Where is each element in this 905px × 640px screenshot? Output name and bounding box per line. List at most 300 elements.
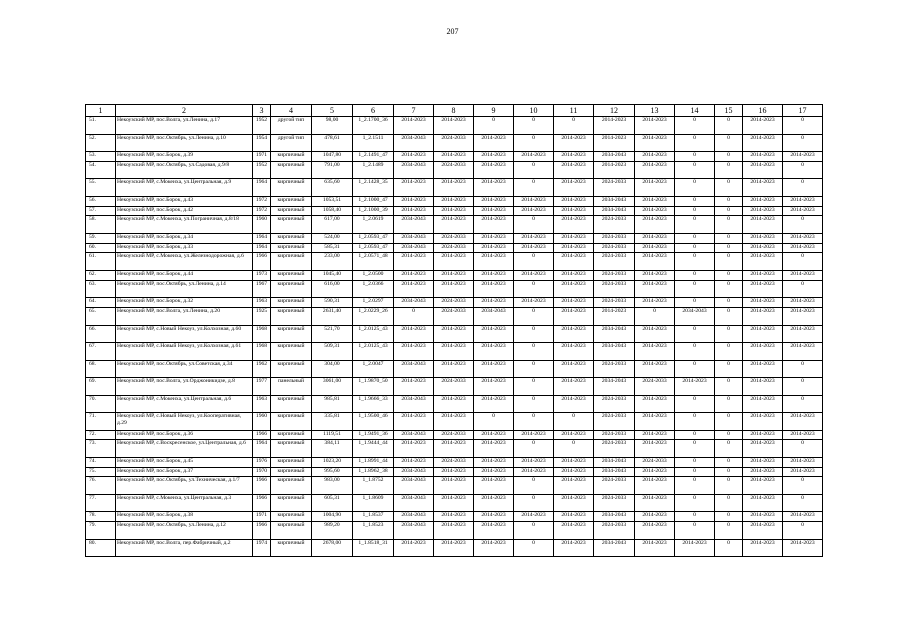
- table-cell: 0: [675, 216, 715, 234]
- table-cell: 0: [715, 494, 743, 512]
- column-header: 14: [675, 105, 715, 117]
- table-cell: 2014-2023: [783, 512, 823, 522]
- address-cell: Некоузский МР, с.Новый Некоуз, ул.Кооперативная, д.29: [116, 413, 253, 431]
- table-cell: 0: [514, 413, 554, 431]
- table-cell: 2014-2023: [434, 216, 474, 234]
- table-cell: 1047,80: [312, 152, 353, 162]
- row-number-cell: 59.: [86, 233, 116, 243]
- table-row: [86, 539, 823, 557]
- table-cell: 2014-2023: [554, 325, 594, 343]
- table-cell: 0: [474, 413, 514, 431]
- table-cell: 2014-2023: [474, 161, 514, 179]
- table-cell: 2014-2023: [554, 378, 594, 396]
- table-cell: 0: [675, 395, 715, 413]
- table-cell: 2014-2023: [635, 512, 675, 522]
- table-cell: 1977: [253, 378, 271, 396]
- table-cell: 2014-2023: [514, 152, 554, 162]
- table-cell: 1966: [253, 477, 271, 495]
- column-header: 12: [594, 105, 635, 117]
- table-cell: 0: [715, 512, 743, 522]
- table-cell: 2014-2023: [783, 467, 823, 477]
- row-number-cell: 65.: [86, 308, 116, 326]
- table-cell: 2014-2023: [635, 280, 675, 298]
- table-cell: кирпичный: [271, 325, 312, 343]
- table-cell: 0: [675, 325, 715, 343]
- column-header: 9: [474, 105, 514, 117]
- table-cell: 2014-2023: [394, 413, 434, 431]
- table-cell: 2024-2033: [434, 233, 474, 243]
- table-cell: 2014-2023: [743, 440, 783, 458]
- table-cell: 2034-2043: [394, 430, 434, 440]
- table-cell: кирпичный: [271, 457, 312, 467]
- table-cell: 2014-2023: [434, 395, 474, 413]
- table-cell: кирпичный: [271, 206, 312, 216]
- table-cell: 0: [715, 539, 743, 557]
- table-cell: 2014-2023: [743, 206, 783, 216]
- table-cell: 0: [783, 395, 823, 413]
- table-cell: 1960: [253, 413, 271, 431]
- column-header: 15: [715, 105, 743, 117]
- table-cell: 791,00: [312, 161, 353, 179]
- table-cell: 2014-2023: [434, 440, 474, 458]
- table-cell: 2014-2023: [394, 206, 434, 216]
- table-cell: 1_2.1511: [353, 134, 394, 152]
- row-number-cell: 64.: [86, 298, 116, 308]
- table-row: [86, 134, 823, 152]
- table-cell: 2014-2023: [394, 270, 434, 280]
- table-cell: 2014-2023: [474, 206, 514, 216]
- table-cell: 2034-2043: [394, 522, 434, 540]
- table-cell: 0: [474, 117, 514, 135]
- table-cell: 0: [675, 413, 715, 431]
- column-header: 16: [743, 105, 783, 117]
- table-cell: 0: [715, 308, 743, 326]
- table-cell: 2014-2023: [635, 152, 675, 162]
- table-cell: 2014-2023: [474, 467, 514, 477]
- table-cell: 2024-2033: [434, 298, 474, 308]
- table-cell: 2014-2023: [474, 280, 514, 298]
- table-cell: 2014-2023: [514, 196, 554, 206]
- table-cell: 2024-2033: [594, 298, 635, 308]
- table-cell: 0: [514, 161, 554, 179]
- table-cell: 0: [715, 467, 743, 477]
- table-cell: 0: [783, 378, 823, 396]
- table-cell: 2014-2023: [474, 360, 514, 378]
- table-cell: 0: [514, 360, 554, 378]
- table-cell: 2014-2023: [635, 467, 675, 477]
- table-cell: 2014-2023: [783, 457, 823, 467]
- table-cell: 2014-2023: [675, 378, 715, 396]
- table-cell: 0: [783, 253, 823, 271]
- table-cell: 2014-2023: [635, 539, 675, 557]
- table-cell: 0: [514, 539, 554, 557]
- table-cell: кирпичный: [271, 280, 312, 298]
- table-cell: 1973: [253, 270, 271, 280]
- table-cell: 1_2.0593_47: [353, 233, 394, 243]
- table-cell: 2034-2043: [675, 308, 715, 326]
- table-cell: 2014-2023: [635, 298, 675, 308]
- table-cell: 1_2.1491_47: [353, 152, 394, 162]
- table-cell: 0: [783, 360, 823, 378]
- address-cell: Некоузский МР, пос.Октябрь, ул.Садовая, д.9/8: [116, 161, 253, 179]
- table-cell: 2014-2023: [594, 134, 635, 152]
- table-cell: 2034-2043: [394, 298, 434, 308]
- table-cell: 2024-2033: [594, 216, 635, 234]
- table-cell: 1_2.0366: [353, 280, 394, 298]
- table-cell: 2024-2033: [594, 440, 635, 458]
- table-cell: 2014-2023: [743, 343, 783, 361]
- table-cell: 0: [675, 270, 715, 280]
- table-cell: 1952: [253, 161, 271, 179]
- table-cell: 2014-2023: [554, 196, 594, 206]
- table-cell: 2014-2023: [635, 134, 675, 152]
- table-cell: 2014-2023: [474, 243, 514, 253]
- table-cell: 1963: [253, 395, 271, 413]
- table-cell: 2014-2023: [594, 308, 635, 326]
- address-cell: Некоузский МР, пос.Борок, д.33: [116, 243, 253, 253]
- table-row: [86, 161, 823, 179]
- table-cell: 2014-2023: [474, 196, 514, 206]
- table-cell: 2014-2023: [635, 233, 675, 243]
- table-cell: 1_2.0619: [353, 216, 394, 234]
- table-cell: 2014-2023: [783, 308, 823, 326]
- table-cell: кирпичный: [271, 522, 312, 540]
- table-cell: 2014-2023: [554, 308, 594, 326]
- table-cell: 2014-2023: [783, 298, 823, 308]
- table-cell: 590,31: [312, 298, 353, 308]
- row-number-cell: 78.: [86, 512, 116, 522]
- table-cell: 0: [675, 494, 715, 512]
- row-number-cell: 70.: [86, 395, 116, 413]
- table-cell: 2014-2023: [635, 494, 675, 512]
- table-cell: 2014-2023: [635, 253, 675, 271]
- table-cell: 1972: [253, 206, 271, 216]
- table-cell: 2034-2043: [594, 325, 635, 343]
- table-row: [86, 457, 823, 467]
- table-cell: 2014-2023: [675, 539, 715, 557]
- table-cell: 0: [783, 440, 823, 458]
- table-cell: 2014-2023: [394, 539, 434, 557]
- table-cell: 1968: [253, 325, 271, 343]
- table-row: [86, 243, 823, 253]
- table-cell: 2014-2023: [743, 270, 783, 280]
- column-header: 2: [116, 105, 253, 117]
- table-cell: 2014-2023: [635, 343, 675, 361]
- table-cell: 2024-2033: [635, 457, 675, 467]
- table-cell: 0: [514, 378, 554, 396]
- table-cell: 2014-2023: [743, 134, 783, 152]
- page-number: 207: [446, 27, 459, 36]
- address-cell: Некоузский МР, пос.Борок, д.43: [116, 196, 253, 206]
- table-cell: кирпичный: [271, 539, 312, 557]
- table-cell: кирпичный: [271, 512, 312, 522]
- table-cell: 2014-2023: [635, 161, 675, 179]
- table-cell: 2014-2023: [514, 467, 554, 477]
- table-cell: 1964: [253, 179, 271, 197]
- table-cell: 2024-2033: [434, 161, 474, 179]
- table-cell: 1964: [253, 440, 271, 458]
- table-cell: 0: [715, 233, 743, 243]
- address-cell: Некоузский МР, с.Мокеиха, ул.Центральная, д.9: [116, 179, 253, 197]
- table-cell: 2014-2023: [554, 216, 594, 234]
- table-cell: 1_2.1000_39: [353, 206, 394, 216]
- table-cell: 2014-2023: [783, 325, 823, 343]
- column-header: 4: [271, 105, 312, 117]
- table-cell: 2014-2023: [434, 196, 474, 206]
- table-cell: 2034-2043: [594, 512, 635, 522]
- column-header: 7: [394, 105, 434, 117]
- table-cell: 1966: [253, 253, 271, 271]
- table-cell: 2014-2023: [635, 179, 675, 197]
- table-cell: 2014-2023: [434, 512, 474, 522]
- table-row: [86, 413, 823, 431]
- table-cell: 0: [715, 134, 743, 152]
- table-cell: 2014-2023: [474, 325, 514, 343]
- table-row: [86, 117, 823, 135]
- row-number-cell: 58.: [86, 216, 116, 234]
- table-cell: 2014-2023: [783, 430, 823, 440]
- table-cell: 2014-2023: [474, 233, 514, 243]
- column-header: 11: [554, 105, 594, 117]
- table-cell: 2014-2023: [474, 457, 514, 467]
- table-cell: 478,61: [312, 134, 353, 152]
- table-cell: 1954: [253, 134, 271, 152]
- table-cell: 2014-2023: [783, 233, 823, 243]
- table-cell: 995,60: [312, 467, 353, 477]
- table-cell: 2014-2023: [743, 413, 783, 431]
- table-row: [86, 494, 823, 512]
- address-cell: Некоузский МР, пос.Октябрь, ул.Советская, д.34: [116, 360, 253, 378]
- table-cell: 1962: [253, 360, 271, 378]
- table-cell: 1_2.0229_26: [353, 308, 394, 326]
- table-cell: 2014-2023: [474, 134, 514, 152]
- table-cell: 2014-2023: [394, 196, 434, 206]
- table-cell: 2014-2023: [554, 233, 594, 243]
- table-cell: 0: [514, 477, 554, 495]
- table-cell: 2024-2033: [434, 308, 474, 326]
- row-number-cell: 71.: [86, 413, 116, 431]
- table-cell: 2034-2043: [394, 161, 434, 179]
- table-cell: 2014-2023: [434, 360, 474, 378]
- table-cell: 2014-2023: [554, 243, 594, 253]
- table-cell: 2034-2043: [394, 216, 434, 234]
- table-cell: 2014-2023: [743, 179, 783, 197]
- table-cell: 0: [783, 161, 823, 179]
- table-cell: 1058,40: [312, 206, 353, 216]
- table-cell: 0: [715, 378, 743, 396]
- table-cell: 2024-2033: [594, 477, 635, 495]
- table-cell: 2014-2023: [474, 522, 514, 540]
- table-cell: 2024-2033: [594, 179, 635, 197]
- table-cell: 2014-2023: [594, 161, 635, 179]
- table-cell: 2014-2023: [514, 457, 554, 467]
- table-cell: 2024-2033: [635, 378, 675, 396]
- table-cell: 2014-2023: [554, 360, 594, 378]
- table-cell: 0: [715, 196, 743, 206]
- table-cell: 0: [514, 440, 554, 458]
- table-cell: кирпичный: [271, 270, 312, 280]
- row-number-cell: 80.: [86, 539, 116, 557]
- table-cell: 2034-2043: [594, 343, 635, 361]
- table-cell: 2014-2023: [743, 457, 783, 467]
- table-cell: 2014-2023: [783, 343, 823, 361]
- table-cell: 2014-2023: [743, 467, 783, 477]
- table-cell: 1_2.0047: [353, 360, 394, 378]
- table-cell: 985,81: [312, 395, 353, 413]
- table-cell: 1966: [253, 522, 271, 540]
- table-cell: 2678,00: [312, 539, 353, 557]
- table-cell: 0: [514, 522, 554, 540]
- table-cell: 2014-2023: [743, 522, 783, 540]
- table-cell: 1_1.8523: [353, 522, 394, 540]
- row-number-cell: 79.: [86, 522, 116, 540]
- table-cell: 2014-2023: [514, 243, 554, 253]
- table-cell: 2034-2043: [394, 360, 434, 378]
- table-cell: 2034-2043: [394, 467, 434, 477]
- table-cell: 2014-2023: [783, 196, 823, 206]
- table-cell: 0: [675, 280, 715, 298]
- table-cell: 2014-2023: [514, 206, 554, 216]
- table-cell: 0: [715, 430, 743, 440]
- table-cell: 1_2.0125_43: [353, 325, 394, 343]
- table-cell: 2014-2023: [743, 512, 783, 522]
- table-cell: 2034-2043: [474, 308, 514, 326]
- table-cell: 524,00: [312, 233, 353, 243]
- row-number-cell: 68.: [86, 360, 116, 378]
- table-cell: 2034-2043: [594, 196, 635, 206]
- table-cell: 2014-2023: [743, 325, 783, 343]
- table-cell: 2014-2023: [635, 196, 675, 206]
- table-cell: 0: [675, 298, 715, 308]
- table-cell: 0: [783, 280, 823, 298]
- table-cell: 2014-2023: [434, 539, 474, 557]
- table-cell: 2024-2033: [594, 494, 635, 512]
- row-number-cell: 63.: [86, 280, 116, 298]
- table-cell: 1963: [253, 298, 271, 308]
- table-cell: кирпичный: [271, 298, 312, 308]
- table-body: [86, 117, 823, 557]
- table-row: [86, 440, 823, 458]
- table-cell: 2014-2023: [474, 477, 514, 495]
- table-cell: 0: [715, 298, 743, 308]
- table-cell: кирпичный: [271, 494, 312, 512]
- table-cell: 0: [715, 270, 743, 280]
- table-cell: кирпичный: [271, 477, 312, 495]
- table-cell: 2024-2033: [594, 360, 635, 378]
- table-cell: 2014-2023: [743, 494, 783, 512]
- address-cell: Некоузский МР, с.Мокеиха, ул.Железнодорожная, д.6: [116, 253, 253, 271]
- table-cell: 2014-2023: [635, 325, 675, 343]
- table-cell: 0: [514, 253, 554, 271]
- table-cell: 0: [675, 467, 715, 477]
- table-cell: кирпичный: [271, 152, 312, 162]
- table-cell: 2014-2023: [554, 539, 594, 557]
- table-cell: 1_2.0593_47: [353, 243, 394, 253]
- table-cell: 2014-2023: [474, 494, 514, 512]
- table-cell: 1_1.8752: [353, 477, 394, 495]
- table-cell: 2014-2023: [783, 152, 823, 162]
- table-cell: 2034-2043: [394, 395, 434, 413]
- table-cell: 2014-2023: [554, 512, 594, 522]
- table-cell: 2014-2023: [434, 467, 474, 477]
- table-cell: 0: [715, 325, 743, 343]
- table-cell: 2014-2023: [743, 280, 783, 298]
- table-cell: 605,31: [312, 494, 353, 512]
- table-cell: 2024-2033: [434, 457, 474, 467]
- table-cell: 2034-2043: [594, 467, 635, 477]
- table-cell: 384,11: [312, 440, 353, 458]
- column-header: 5: [312, 105, 353, 117]
- table-row: [86, 196, 823, 206]
- table-cell: 2014-2023: [783, 413, 823, 431]
- table-cell: 1952: [253, 117, 271, 135]
- table-cell: 2034-2043: [594, 378, 635, 396]
- table-cell: 2014-2023: [554, 179, 594, 197]
- table-cell: 2014-2023: [474, 270, 514, 280]
- row-number-cell: 72.: [86, 430, 116, 440]
- table-cell: 1964: [253, 243, 271, 253]
- table-cell: 2014-2023: [554, 494, 594, 512]
- table-cell: 0: [514, 280, 554, 298]
- table-cell: 2014-2023: [434, 206, 474, 216]
- table-cell: кирпичный: [271, 467, 312, 477]
- table-cell: 2014-2023: [635, 117, 675, 135]
- table-cell: 2014-2023: [554, 206, 594, 216]
- address-cell: Некоузский МР, пос.Волга, ул.Ленина, д.17: [116, 117, 253, 135]
- table-cell: 2024-2033: [434, 430, 474, 440]
- table-cell: 2034-2043: [594, 206, 635, 216]
- table-row: [86, 512, 823, 522]
- table-cell: 1_2.0125_43: [353, 343, 394, 361]
- table-cell: 2014-2023: [474, 378, 514, 396]
- row-number-cell: 67.: [86, 343, 116, 361]
- table-cell: 0: [715, 253, 743, 271]
- table-cell: 2014-2023: [743, 308, 783, 326]
- row-number-cell: 66.: [86, 325, 116, 343]
- address-cell: Некоузский МР, с.Новый Некоуз, ул.Колхозная, д.60: [116, 325, 253, 343]
- address-cell: Некоузский МР, пос.Борок, д.34: [116, 233, 253, 243]
- table-row: [86, 522, 823, 540]
- table-cell: 2014-2023: [635, 216, 675, 234]
- address-cell: Некоузский МР, пос.Борок, д.36: [116, 430, 253, 440]
- address-cell: Некоузский МР, пос.Волга, ул.Ленина, д.20: [116, 308, 253, 326]
- table-cell: 2014-2023: [474, 440, 514, 458]
- housing-register-table: [85, 104, 823, 557]
- table-cell: 1023,20: [312, 457, 353, 467]
- table-cell: 0: [715, 440, 743, 458]
- table-cell: 1119,51: [312, 430, 353, 440]
- row-number-cell: 54.: [86, 161, 116, 179]
- table-cell: кирпичный: [271, 308, 312, 326]
- table-cell: 2014-2023: [474, 512, 514, 522]
- table-cell: 2014-2023: [635, 440, 675, 458]
- address-cell: Некоузский МР, пос.Борок, д.32: [116, 298, 253, 308]
- table-cell: 2014-2023: [434, 179, 474, 197]
- table-row: [86, 233, 823, 243]
- table-cell: 1971: [253, 512, 271, 522]
- address-cell: Некоузский МР, пос.Октябрь, ул.Ленина, д.14: [116, 280, 253, 298]
- table-cell: кирпичный: [271, 216, 312, 234]
- table-cell: 521,70: [312, 325, 353, 343]
- table-cell: 2014-2023: [394, 152, 434, 162]
- table-cell: 0: [675, 253, 715, 271]
- table-cell: 2014-2023: [783, 206, 823, 216]
- table-cell: 2014-2023: [554, 253, 594, 271]
- table-cell: 2014-2023: [743, 196, 783, 206]
- table-cell: 2024-2033: [434, 378, 474, 396]
- table-cell: кирпичный: [271, 430, 312, 440]
- address-cell: Некоузский МР, пос.Борок, д.37: [116, 467, 253, 477]
